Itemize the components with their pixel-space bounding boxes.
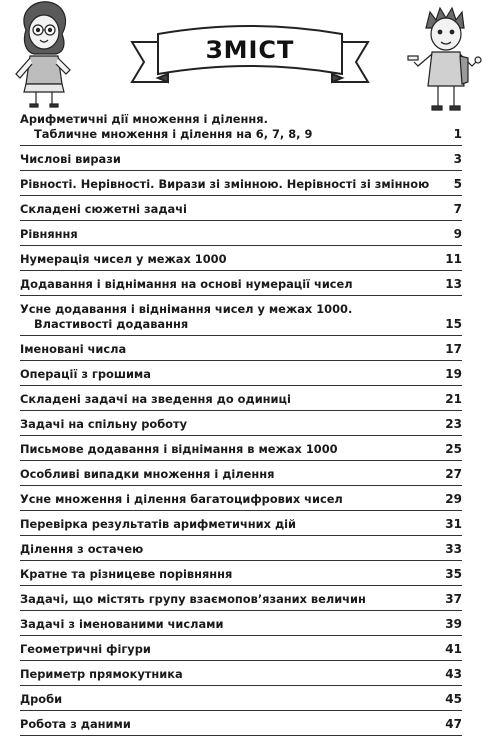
toc-page-number: 19	[445, 367, 462, 381]
girl-illustration	[4, 0, 84, 108]
toc-entry[interactable]	[20, 252, 462, 271]
toc-entry-title	[20, 342, 443, 357]
toc-entry-title	[20, 717, 443, 732]
toc-page-number: 3	[453, 152, 462, 166]
toc-entry[interactable]	[20, 367, 462, 386]
toc-entry-line1: Іменовані числа	[20, 342, 127, 356]
toc-entry-title	[20, 667, 443, 682]
toc-entry[interactable]	[20, 302, 462, 336]
toc-entry-line1: Рівняння	[20, 227, 78, 241]
toc-page-number: 15	[445, 317, 462, 331]
toc-page-number: 41	[445, 642, 462, 656]
toc-entry-title	[20, 542, 443, 557]
toc-entry-title	[20, 692, 443, 707]
toc-entry-line1: Операції з грошима	[20, 367, 151, 381]
toc-entry-line1: Перевірка результатів арифметичних дій	[20, 517, 297, 531]
toc-page-number: 39	[445, 617, 462, 631]
toc-page-number: 13	[445, 277, 462, 291]
toc-page-number: 17	[445, 342, 462, 356]
toc-entry[interactable]	[20, 517, 462, 536]
toc-entry-line1: Усне додавання і віднімання чисел у межах 1000.	[20, 302, 353, 316]
toc-entry-title	[20, 592, 443, 607]
toc-page-number: 37	[445, 592, 462, 606]
toc-entry[interactable]	[20, 417, 462, 436]
toc-entry-title	[20, 392, 443, 407]
toc-entry-line1: Особливі випадки множення і ділення	[20, 467, 275, 481]
toc-page-number: 43	[445, 667, 462, 681]
toc-page-number: 25	[445, 442, 462, 456]
toc-entry-line1: Задачі з іменованими числами	[20, 617, 224, 631]
toc-entry[interactable]	[20, 667, 462, 686]
toc-entry-line2: Табличне множення і ділення на 6, 7, 8, 9	[34, 127, 313, 141]
toc-entry-line1: Числові вирази	[20, 152, 121, 166]
toc-entry-title	[20, 492, 443, 507]
toc-page-number: 45	[445, 692, 462, 706]
toc-entry-title	[20, 152, 452, 167]
toc-entry[interactable]	[20, 227, 462, 246]
toc-entry-title	[20, 517, 443, 532]
toc-entry-line1: Геометричні фігури	[20, 642, 151, 656]
toc-entry[interactable]	[20, 277, 462, 296]
toc-entry-line1: Робота з даними	[20, 717, 131, 731]
toc-entry[interactable]	[20, 617, 462, 636]
toc-entry-title	[20, 252, 443, 267]
toc-entry[interactable]	[20, 177, 462, 196]
toc-entry-line1: Складені сюжетні задачі	[20, 202, 187, 216]
toc-entry[interactable]	[20, 112, 462, 146]
toc-entry-title	[20, 177, 452, 192]
toc-entry-line1: Нумерація чисел у межах 1000	[20, 252, 227, 266]
toc-entry[interactable]	[20, 492, 462, 511]
toc-entry-title	[20, 227, 452, 242]
toc-entry[interactable]	[20, 692, 462, 711]
toc-entry-title	[20, 442, 443, 457]
toc-entry-title	[20, 277, 443, 292]
toc-page-number: 21	[445, 392, 462, 406]
toc-entry-line1: Арифметичні дії множення і ділення.	[20, 112, 268, 126]
toc-entry-title	[20, 417, 443, 432]
toc-entry-line1: Письмове додавання і віднімання в межах 1000	[20, 442, 338, 456]
toc-entry[interactable]	[20, 202, 462, 221]
toc-page-number: 9	[453, 227, 462, 241]
toc-entry[interactable]	[20, 717, 462, 736]
toc-entry[interactable]	[20, 342, 462, 361]
toc-entry[interactable]	[20, 467, 462, 486]
toc-page-number: 23	[445, 417, 462, 431]
toc-entry-title	[20, 302, 443, 332]
toc-entry-line1: Складені задачі на зведення до одиниці	[20, 392, 291, 406]
toc-entry-line1: Задачі, що містять групу взаємопов’язаних величин	[20, 592, 366, 606]
toc-entry-title	[20, 367, 443, 382]
toc-entry[interactable]	[20, 642, 462, 661]
toc-entry-line1: Ділення з остачею	[20, 542, 144, 556]
table-of-contents	[20, 112, 462, 742]
toc-page-number: 31	[445, 517, 462, 531]
toc-page-number: 29	[445, 492, 462, 506]
toc-entry[interactable]	[20, 542, 462, 561]
toc-entry-line1: Усне множення і ділення багатоцифрових чисел	[20, 492, 343, 506]
toc-page-number: 5	[453, 177, 462, 191]
toc-entry[interactable]	[20, 567, 462, 586]
toc-entry[interactable]	[20, 592, 462, 611]
toc-page-number: 11	[445, 252, 462, 266]
toc-entry-line1: Дроби	[20, 692, 63, 706]
toc-entry-line1: Кратне та різницеве порівняння	[20, 567, 233, 581]
toc-entry-title	[20, 202, 452, 217]
toc-entry-title	[20, 617, 443, 632]
toc-entry-line1: Периметр прямокутника	[20, 667, 183, 681]
toc-entry-line2: Властивості додавання	[34, 317, 189, 331]
toc-page-number: 7	[453, 202, 462, 216]
toc-page-number: 35	[445, 567, 462, 581]
toc-entry-line1: Рівності. Нерівності. Вирази зі змінною. Нерівності зі змінною	[20, 177, 430, 191]
toc-entry[interactable]	[20, 392, 462, 411]
toc-entry-title	[20, 467, 443, 482]
page-title: ЗМІСТ	[205, 36, 295, 64]
toc-page-number: 33	[445, 542, 462, 556]
toc-entry-line1: Додавання і віднімання на основі нумерації чисел	[20, 277, 353, 291]
toc-page-number: 1	[453, 127, 462, 141]
toc-page-number: 47	[445, 717, 462, 731]
toc-entry-line1: Задачі на спільну роботу	[20, 417, 187, 431]
toc-entry-title	[20, 112, 452, 142]
toc-entry-title	[20, 567, 443, 582]
toc-entry[interactable]	[20, 152, 462, 171]
toc-entry[interactable]	[20, 442, 462, 461]
toc-page-number: 27	[445, 467, 462, 481]
boy-illustration	[402, 4, 488, 112]
